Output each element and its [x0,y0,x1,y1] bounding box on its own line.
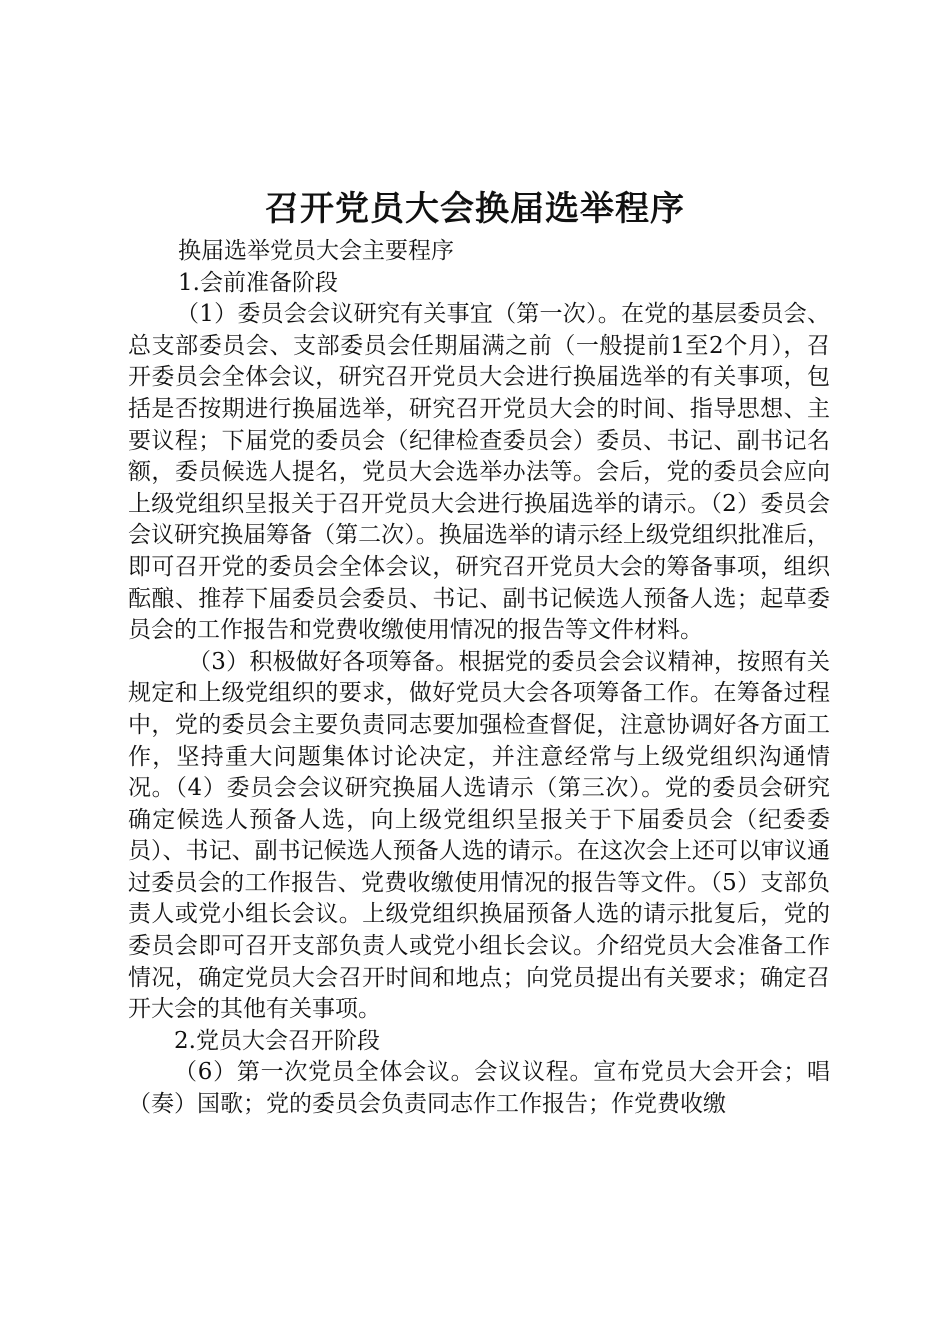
paragraph-item-6: （6）第一次党员全体会议。会议议程。宣布党员大会开会；唱（奏）国歌；党的委员会负责同志作工作报告；作党费收缴 [128,1059,830,1118]
section-heading-1: 1.会前准备阶段 [178,269,338,296]
paragraph-item-3-5: （3）积极做好各项筹备。根据党的委员会会议精神，按照有关规定和上级党组织的要求，做好党员大会各项筹备工作。在筹备过程中，党的委员会主要负责同志要加强检查督促，注意协调好各方面工作，坚持重大问题集体讨论决定，并注意经常与上级党组织沟通情况。（4）委员会会议研究换届人选请示（第三次）。党的委员会研究确定候选人预备人选，向上级党组织呈报关于下届委员会（纪委委员）、书记、副书记候选人预备人选的请示。在这次会上还可以审议通过委员会的工作报告、党费收缴使用情况的报告等文件。（5）支部负责人或党小组长会议。上级党组织换届预备人选的请示批复后，党的委员会即可召开支部负责人或党小组长会议。介绍党员大会准备工作情况，确定党员大会召开时间和地点；向党员提出有关要求；确定召开大会的其他有关事项。 [128,648,830,1023]
document-title: 召开党员大会换届选举程序 [265,189,685,229]
paragraph-item-1-2: （1）委员会会议研究有关事宜（第一次）。在党的基层委员会、总支部委员会、支部委员会任期届满之前（一般提前1至2个月），召开委员会全体会议，研究召开党员大会进行换届选举的有关事项，包括是否按期进行换届选举，研究召开党员大会的时间、指导思想、主要议程；下届党的委员会（纪律检查委员会）委员、书记、副书记名额，委员候选人提名，党员大会选举办法等。会后，党的委员会应向上级党组织呈报关于召开党员大会进行换届选举的请示。（2）委员会会议研究换届筹备（第二次）。换届选举的请示经上级党组织批准后，即可召开党的委员会全体会议，研究召开党员大会的筹备事项，组织酝酿、推荐下届委员会委员、书记、副书记候选人预备人选；起草委员会的工作报告和党费收缴使用情况的报告等文件材料。 [128,301,830,644]
section-heading-2: 2.党员大会召开阶段 [174,1027,380,1054]
paragraph-subtitle: 换届选举党员大会主要程序 [178,238,454,264]
document-body [128,236,830,1121]
